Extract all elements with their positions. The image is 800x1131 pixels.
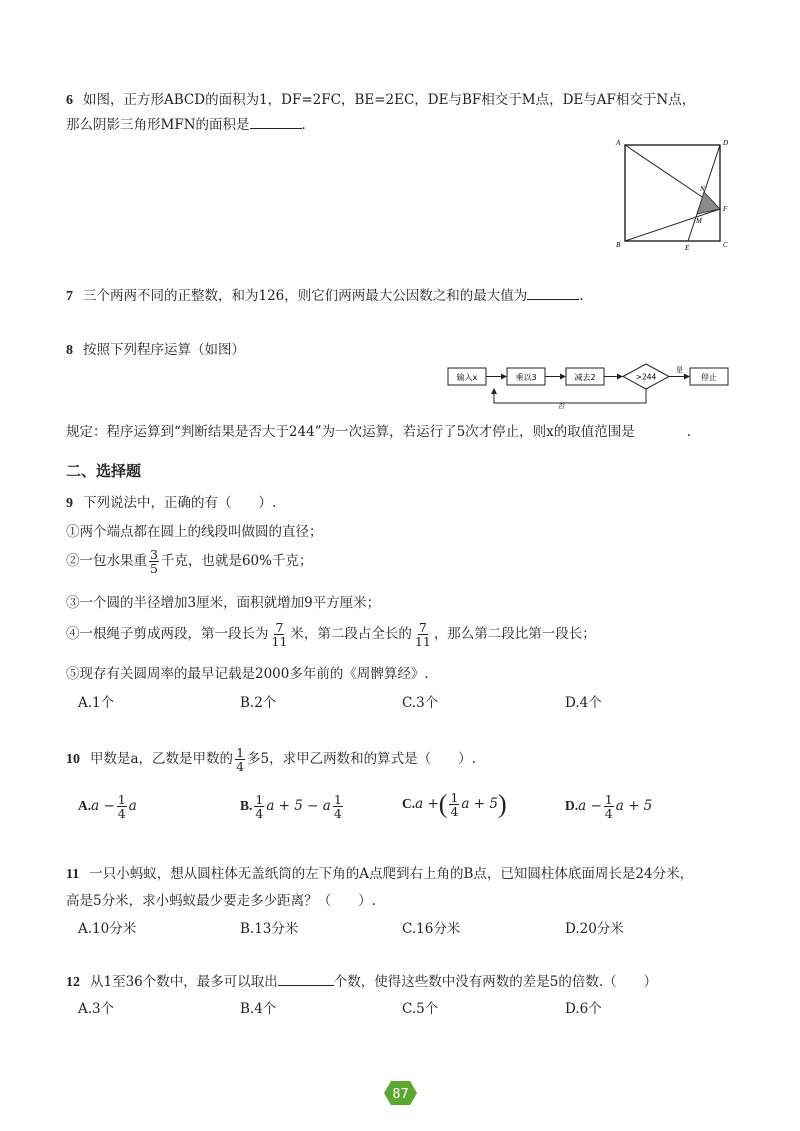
q7-text: 三个两两不同的正整数，和为126，则它们两两最大公因数之和的最大值为 (83, 288, 528, 304)
q9-text: 下列说法中，正确的有（ ）. (83, 495, 277, 511)
q11-line1 (66, 862, 693, 883)
q11-option-a[interactable]: A.10分米 (78, 921, 137, 937)
q10-stem: 10 甲数是a，乙数是甲数的 $\frac{1}{4}$ 多5，求甲乙两数和的算式是（ ）. (66, 745, 476, 775)
q8-number: 8 (66, 343, 73, 358)
q9-stem (66, 491, 276, 512)
q6-line1 (66, 88, 695, 109)
label-n: N (700, 185, 705, 193)
q6-text-2: 那么阴影三角形MFN的面积是 (66, 117, 250, 133)
q9-statement-4: ④一根绳子剪成两段，第一段长为 $\frac{7}{11}$ 米，第二段占全长的 $\frac{7}{11}$ ，那么第二段比第一段长； (66, 620, 596, 650)
q12-line: 12 从1至36个数中，最多可以取出 个数，使得这些数中没有两数的差是5的倍数.（ ） (66, 974, 658, 990)
q9-statement-3: ③一个圆的半径增加3厘米，面积就增加9平方厘米； (66, 595, 381, 611)
program-flowchart (440, 358, 735, 410)
q10-option-c[interactable]: C.a +( $\frac{1}{4}$ a + 5) (402, 789, 507, 820)
square-abcd-figure (612, 135, 742, 253)
q11-option-c[interactable]: C.16分米 (402, 921, 461, 937)
q8-line (66, 338, 245, 359)
q12-option-a[interactable]: A.3个 (78, 1001, 115, 1017)
svg-text:>244: >244 (635, 372, 657, 382)
q7-line: 7 三个两两不同的正整数，和为126，则它们两两最大公因数之和的最大值为 . (66, 288, 584, 304)
q7-answer-blank[interactable] (527, 286, 579, 300)
page-number: 87 (392, 1087, 409, 1102)
q12-option-b[interactable]: B.4个 (240, 1001, 277, 1017)
fraction-7-11-b: $\frac{7}{11}$ (414, 620, 431, 650)
label-d: D (723, 139, 729, 147)
q11-text: 一只小蚂蚁，想从圆柱体无盖纸筒的左下角的A点爬到右上角的B点，已知圆柱体底面周长是24分米， (89, 866, 694, 882)
label-a: A (616, 139, 621, 147)
q11-line2: 高是5分米，求小蚂蚁最少要走多少距离？（ ）. (66, 893, 376, 909)
fraction-3-5: $\frac{3}{5}$ (150, 547, 158, 577)
q10-option-b[interactable]: B. $\frac{1}{4}$ a + 5 − a $\frac{1}{4}$ (240, 792, 342, 822)
q8-rule-text: 规定：程序运算到“判断结果是否大于244”为一次运算，若运行了5次才停止，则x的取值范围是 (66, 424, 635, 440)
q9-number: 9 (66, 496, 73, 511)
fraction-7-11: $\frac{7}{11}$ (271, 620, 288, 650)
q8-rule: 规定：程序运算到“判断结果是否大于244”为一次运算，若运行了5次才停止，则x的取值范围是 . (66, 424, 692, 440)
q9-statement-2: ②一包水果重 $\frac{3}{5}$ 千克，也就是60%千克； (66, 547, 313, 577)
svg-text:否: 否 (558, 402, 565, 410)
label-b: B (616, 241, 621, 249)
q9-statement-5: ⑤现存有关圆周率的最早记载是2000多年前的《周髀算经》. (66, 666, 429, 682)
section-title-choice: 二、选择题 (66, 462, 142, 480)
q11-option-d[interactable]: D.20分米 (565, 921, 624, 937)
svg-text:停止: 停止 (701, 373, 717, 382)
q6-line2: 那么阴影三角形MFN的面积是 . (66, 117, 306, 133)
q9-option-d[interactable]: D.4个 (565, 695, 602, 711)
q6-number: 6 (66, 93, 73, 108)
q8-answer-blank[interactable] (635, 422, 687, 436)
q6-answer-blank[interactable] (250, 115, 302, 129)
q6-text: 如图，正方形ABCD的面积为1，DF=2FC，BE=2EC，DE与BF相交于M点，DE与AF相交于N点， (83, 92, 696, 108)
q10-option-d[interactable]: D.a − $\frac{1}{4}$ a + 5 (565, 792, 653, 822)
q11-option-b[interactable]: B.13分米 (240, 921, 299, 937)
q12-option-d[interactable]: D.6个 (565, 1001, 602, 1017)
q9-option-a[interactable]: A.1个 (78, 695, 115, 711)
svg-text:乘以3: 乘以3 (515, 373, 537, 382)
label-f: F (723, 205, 728, 213)
svg-text:输入x: 输入x (456, 373, 478, 382)
q12-answer-blank[interactable] (278, 972, 334, 986)
label-m: M (696, 217, 702, 225)
q9-option-c[interactable]: C.3个 (402, 695, 439, 711)
q9-option-b[interactable]: B.2个 (240, 695, 277, 711)
fraction-1-4: $\frac{1}{4}$ (236, 745, 245, 775)
svg-text:是: 是 (676, 366, 683, 374)
q12-number: 12 (66, 975, 80, 990)
q11-number: 11 (66, 867, 80, 882)
label-c: C (723, 241, 728, 249)
q10-number: 10 (66, 752, 80, 768)
q8-text: 按照下列程序运算（如图） (83, 342, 245, 358)
svg-text:减去2: 减去2 (574, 373, 596, 382)
label-e: E (685, 244, 690, 252)
q9-statement-1: ①两个端点都在圆上的线段叫做圆的直径； (66, 524, 323, 540)
page-number-badge (383, 1080, 418, 1106)
q10-option-a[interactable]: A.a − $\frac{1}{4}$ a (78, 792, 137, 822)
q12-option-c[interactable]: C.5个 (402, 1001, 439, 1017)
q7-number: 7 (66, 289, 73, 304)
